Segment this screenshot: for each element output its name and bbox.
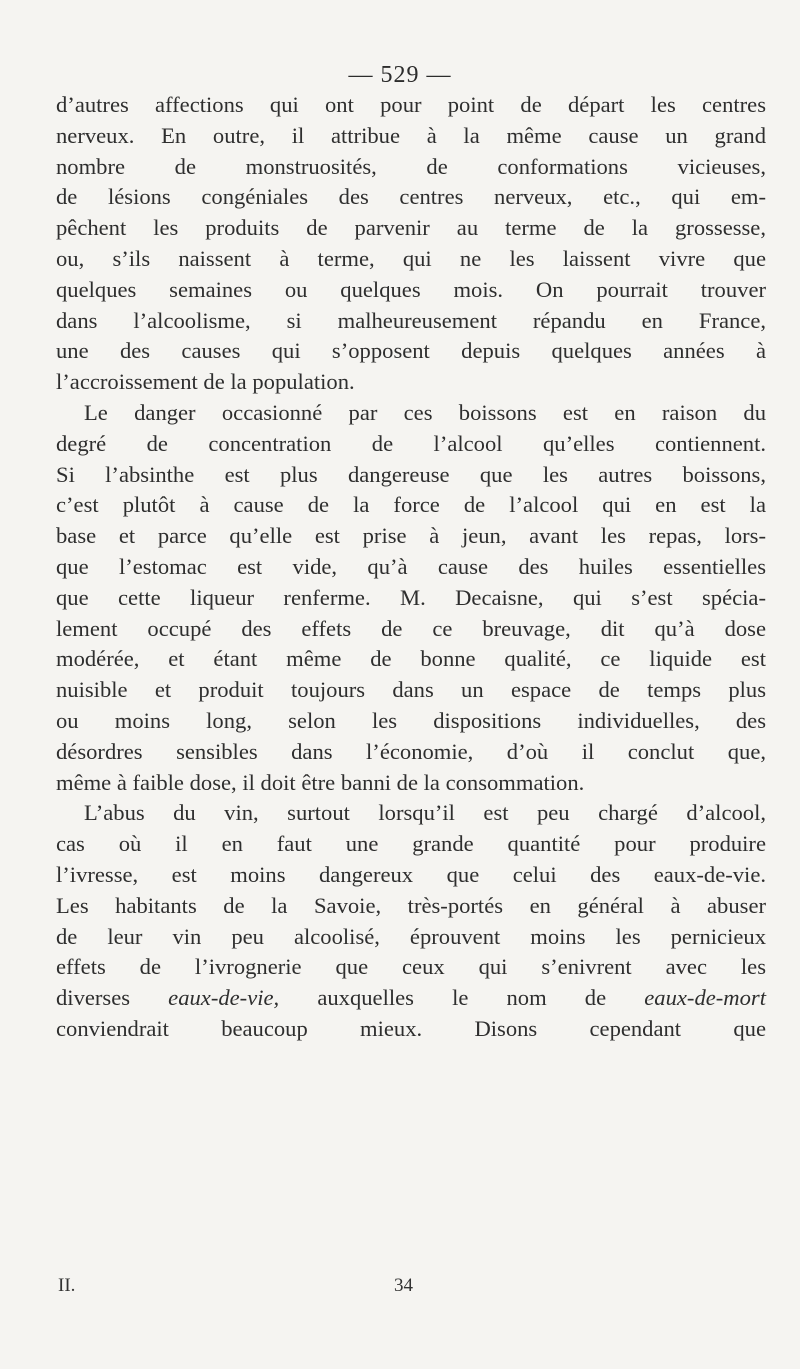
italic-run: eaux-de-mort [644, 985, 766, 1011]
text-line: base et parce qu’elle est prise à jeun, avant les repas, lors- [56, 523, 766, 549]
text-line: dans l’alcoolisme, si malheureusement répandu en France, [56, 307, 766, 333]
text-line: de leur vin peu alcoolisé, éprouvent moins les pernicieux [56, 923, 766, 949]
text-line: L’abus du vin, surtout lorsqu’il est peu chargé d’alcool, [84, 800, 766, 826]
text-line: nuisible et produit toujours dans un espace de temps plus [56, 677, 766, 703]
text-run: auxquelles le nom de [279, 985, 645, 1011]
text-line: de lésions congéniales des centres nerveux, etc., qui em- [56, 184, 766, 210]
text-line-italic [56, 983, 766, 1014]
text-line: désordres sensibles dans l’économie, d’où il conclut que, [56, 738, 766, 764]
text-line: ou moins long, selon les dispositions individuelles, des [56, 707, 766, 733]
text-line: quelques semaines ou quelques mois. On pourrait trouver [56, 276, 766, 302]
text-line: cas où il en faut une grande quantité pour produire [56, 831, 766, 857]
text-line: pêchent les produits de parvenir au terme de la grossesse, [56, 215, 766, 241]
text-line: lement occupé des effets de ce breuvage, dit qu’à dose [56, 615, 766, 641]
text-line: Si l’absinthe est plus dangereuse que les autres boissons, [56, 461, 766, 487]
text-line: c’est plutôt à cause de la force de l’alcool qui en est la [56, 492, 766, 518]
text-line: que l’estomac est vide, qu’à cause des huiles essentielles [56, 553, 766, 579]
text-line: nombre de monstruosités, de conformations vicieuses, [56, 153, 766, 179]
text-line: nerveux. En outre, il attribue à la même cause un grand [56, 122, 766, 148]
page-number: — 529 — [348, 62, 452, 88]
text-line: degré de concentration de l’alcool qu’elles contiennent. [56, 430, 766, 456]
text-line: d’autres affections qui ont pour point de départ les centres [56, 92, 766, 117]
text-line: l’accroissement de la population. [56, 369, 355, 395]
text-line: Les habitants de la Savoie, très-portés en général à abuser [56, 892, 766, 918]
text-run: diverses [56, 985, 169, 1011]
text-line: conviendrait beaucoup mieux. Disons cependant que [56, 1015, 766, 1041]
text-line: que cette liqueur renferme. M. Decaisne, qui s’est spécia- [56, 584, 766, 610]
text-line: même à faible dose, il doit être banni de la consommation. [56, 769, 585, 795]
italic-run: eaux-de-vie, [168, 985, 280, 1011]
text-line: effets de l’ivrognerie que ceux qui s’enivrent avec les [56, 954, 766, 980]
body-text [56, 90, 766, 1045]
text-line: une des causes qui s’opposent depuis quelques années à [56, 338, 766, 364]
text-line: modérée, et étant même de bonne qualité, ce liquide est [56, 646, 766, 672]
gathering-signature: 34 [394, 1275, 413, 1296]
volume-signature: II. [58, 1275, 76, 1296]
text-line: ou, s’ils naissent à terme, qui ne les laissent vivre que [56, 245, 766, 271]
text-line: Le danger occasionné par ces boissons est en raison du [84, 399, 766, 425]
text-line: l’ivresse, est moins dangereux que celui des eaux-de-vie. [56, 861, 766, 887]
